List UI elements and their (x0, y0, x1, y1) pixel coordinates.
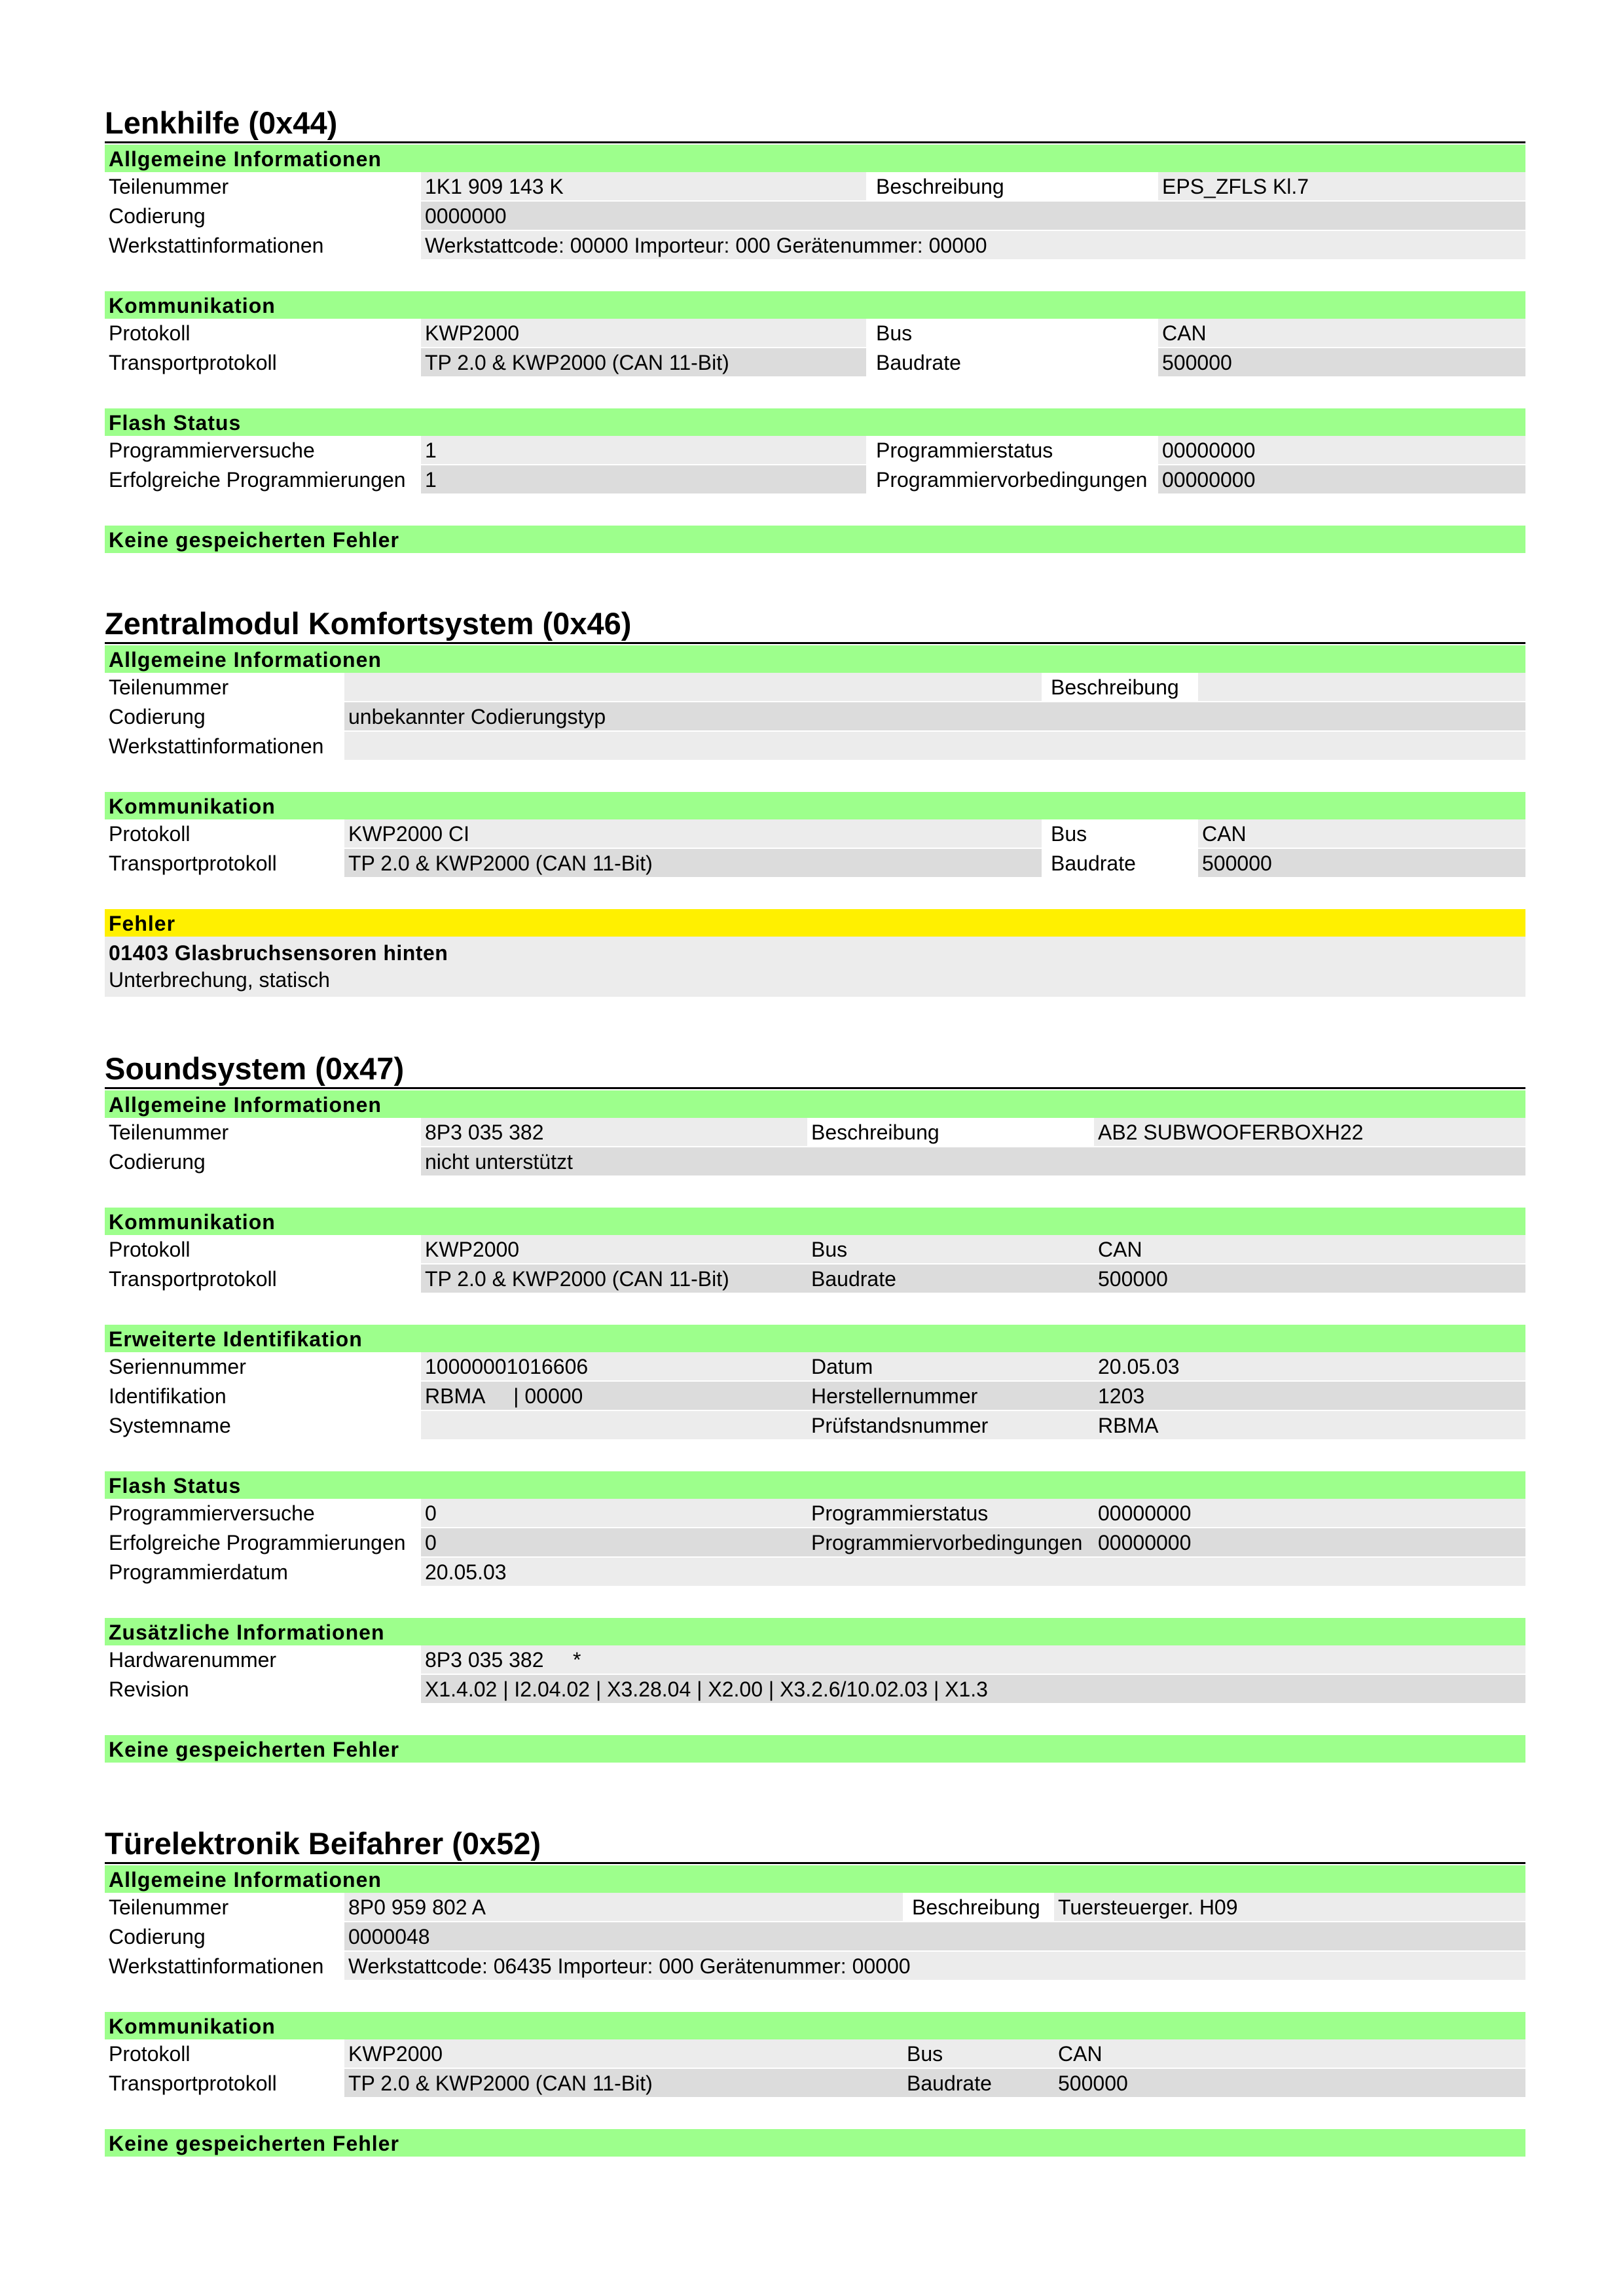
field-label: Bus (807, 1235, 1094, 1263)
module-title: Türelektronik Beifahrer (0x52) (105, 1825, 1525, 1864)
section-flash-status (105, 1471, 1525, 1587)
section-header: Allgemeine Informationen (105, 1865, 1525, 1893)
field-value: 8P0 959 802 A (344, 1893, 903, 1921)
module-title: Zentralmodul Komfortsystem (0x46) (105, 605, 1525, 644)
field-label: Programmierstatus (807, 1499, 1094, 1527)
field-value: 20.05.03 (1094, 1352, 1525, 1380)
module-title: Soundsystem (0x47) (105, 1050, 1525, 1089)
field-value: 1 (421, 436, 866, 464)
error-entry (105, 937, 1525, 997)
field-value: 0000048 (344, 1922, 1525, 1950)
field-label: Herstellernummer (807, 1382, 1094, 1410)
field-value: 500000 (1158, 348, 1525, 376)
field-label: Prüfstandsnummer (807, 1411, 1094, 1439)
table-row (105, 1499, 1525, 1528)
field-value: 1 (421, 465, 866, 493)
table-row (105, 1893, 1525, 1922)
field-value: 500000 (1198, 849, 1525, 877)
table-row (105, 1235, 1525, 1265)
field-value: CAN (1094, 1235, 1525, 1263)
field-value: RBMA | 00000 (421, 1382, 807, 1410)
field-value: Werkstattcode: 06435 Importeur: 000 Gerätenummer: 00000 (344, 1952, 1525, 1980)
table-row (105, 1675, 1525, 1704)
section-erweiterte-identifikation (105, 1325, 1525, 1441)
field-value: CAN (1158, 319, 1525, 347)
section-kommunikation (105, 291, 1525, 378)
field-label: Protokoll (109, 321, 191, 345)
field-label: Codierung (109, 204, 206, 228)
field-label: Seriennummer (109, 1355, 246, 1378)
field-label: Erfolgreiche Programmierungen (109, 468, 406, 492)
field-label: Bus (876, 321, 913, 345)
field-label: Codierung (109, 1150, 206, 1174)
module-title: Lenkhilfe (0x44) (105, 105, 1525, 143)
section-fehler (105, 1735, 1525, 1763)
section-allgemeine-informationen (105, 1090, 1525, 1177)
field-value: 500000 (1094, 1265, 1525, 1293)
field-label: Beschreibung (811, 1121, 939, 1144)
module-soundsystem (105, 1050, 1525, 1763)
field-label: Programmierstatus (876, 439, 1053, 462)
table-row (105, 319, 1525, 348)
field-label: Protokoll (109, 2042, 191, 2066)
field-value: unbekannter Codierungstyp (344, 702, 1525, 730)
table-row (105, 348, 1525, 378)
field-label: Beschreibung (876, 175, 1004, 198)
field-label: Datum (807, 1352, 1094, 1380)
section-fehler (105, 2129, 1525, 2157)
field-value (344, 673, 1042, 701)
table-row (105, 436, 1525, 465)
table-row (105, 1147, 1525, 1177)
table-row (105, 819, 1525, 849)
field-label: Bus (903, 2039, 1054, 2068)
field-label: Erfolgreiche Programmierungen (109, 1531, 406, 1554)
field-label: Werkstattinformationen (109, 234, 324, 257)
field-label: Baudrate (903, 2069, 1054, 2097)
table-row (105, 231, 1525, 260)
field-label: Programmierversuche (109, 439, 315, 462)
field-value: X1.4.02 | I2.04.02 | X3.28.04 | X2.00 | X3.2.6/10.02.03 | X1.3 (421, 1675, 1525, 1703)
table-row (105, 1382, 1525, 1411)
field-value (344, 732, 1525, 760)
section-kommunikation (105, 1208, 1525, 1294)
field-value (421, 1411, 807, 1439)
field-value (1198, 673, 1525, 701)
field-label: Bus (1051, 822, 1087, 846)
section-allgemeine-informationen (105, 145, 1525, 260)
section-header: Flash Status (105, 408, 1525, 436)
section-header: Allgemeine Informationen (105, 145, 1525, 172)
field-value: 20.05.03 (421, 1558, 1525, 1586)
error-code: 01403 Glasbruchsensoren hinten (109, 941, 448, 965)
table-row (105, 1118, 1525, 1147)
field-value: CAN (1054, 2039, 1525, 2068)
field-value: Tuersteuerger. H09 (1054, 1893, 1525, 1921)
field-label: Teilenummer (109, 1121, 229, 1144)
field-value: 00000000 (1094, 1499, 1525, 1527)
section-allgemeine-informationen (105, 1865, 1525, 1981)
field-label: Protokoll (109, 822, 191, 846)
section-header: Kommunikation (105, 1208, 1525, 1235)
table-row (105, 1952, 1525, 1981)
section-header: Keine gespeicherten Fehler (105, 2129, 1525, 2157)
field-label: Programmiervorbedingungen (807, 1528, 1094, 1556)
field-value: 0000000 (421, 202, 1525, 230)
field-value: 0 (421, 1528, 807, 1556)
field-label: Revision (109, 1677, 189, 1701)
field-value: TP 2.0 & KWP2000 (CAN 11-Bit) (344, 849, 1042, 877)
field-value: 00000000 (1094, 1528, 1525, 1556)
section-zusaetzliche-informationen (105, 1618, 1525, 1704)
field-label: Transportprotokoll (109, 351, 277, 374)
field-label: Beschreibung (912, 1895, 1040, 1919)
field-label: Werkstattinformationen (109, 734, 324, 758)
field-value: TP 2.0 & KWP2000 (CAN 11-Bit) (421, 348, 866, 376)
table-row (105, 1528, 1525, 1558)
section-header: Zusätzliche Informationen (105, 1618, 1525, 1645)
field-label: Teilenummer (109, 675, 229, 699)
module-tuerelektronik-beifahrer (105, 1825, 1525, 2157)
table-row (105, 1645, 1525, 1675)
field-value: EPS_ZFLS Kl.7 (1158, 172, 1525, 200)
field-label: Transportprotokoll (109, 852, 277, 875)
section-header: Kommunikation (105, 792, 1525, 819)
section-header: Allgemeine Informationen (105, 1090, 1525, 1118)
field-value: 1203 (1094, 1382, 1525, 1410)
field-value: 500000 (1054, 2069, 1525, 2097)
table-row (105, 1352, 1525, 1382)
section-kommunikation (105, 2012, 1525, 2098)
field-value: KWP2000 (421, 319, 866, 347)
field-label: Teilenummer (109, 175, 229, 198)
field-label: Transportprotokoll (109, 2072, 277, 2095)
field-value: RBMA (1094, 1411, 1525, 1439)
field-label: Baudrate (807, 1265, 1094, 1293)
field-label: Hardwarenummer (109, 1648, 277, 1672)
module-lenkhilfe (105, 105, 1525, 553)
field-label: Programmierversuche (109, 1501, 315, 1525)
field-label: Werkstattinformationen (109, 1954, 324, 1978)
section-header: Keine gespeicherten Fehler (105, 1735, 1525, 1763)
field-value: 00000000 (1158, 436, 1525, 464)
field-label: Programmierdatum (109, 1560, 288, 1584)
field-label: Beschreibung (1051, 675, 1179, 699)
section-header: Kommunikation (105, 2012, 1525, 2039)
field-label: Codierung (109, 1925, 206, 1948)
field-value: nicht unterstützt (421, 1147, 1525, 1175)
field-label: Transportprotokoll (109, 1267, 277, 1291)
field-value: 8P3 035 382 * (421, 1645, 1525, 1674)
table-row (105, 1922, 1525, 1952)
field-label: Baudrate (1051, 852, 1136, 875)
error-description: Unterbrechung, statisch (109, 968, 330, 992)
field-value: 00000000 (1158, 465, 1525, 493)
section-header: Kommunikation (105, 291, 1525, 319)
field-value: KWP2000 (344, 2039, 903, 2068)
table-row (105, 202, 1525, 231)
field-value: TP 2.0 & KWP2000 (CAN 11-Bit) (421, 1265, 807, 1293)
section-kommunikation (105, 792, 1525, 878)
field-value: KWP2000 CI (344, 819, 1042, 848)
table-row (105, 2069, 1525, 2098)
section-header: Keine gespeicherten Fehler (105, 526, 1525, 553)
table-row (105, 1411, 1525, 1441)
field-value: 0 (421, 1499, 807, 1527)
section-header: Flash Status (105, 1471, 1525, 1499)
table-row (105, 702, 1525, 732)
field-label: Systemname (109, 1414, 231, 1437)
table-row (105, 465, 1525, 495)
field-value: 1K1 909 143 K (421, 172, 866, 200)
module-zentralmodul-komfortsystem (105, 605, 1525, 997)
field-label: Teilenummer (109, 1895, 229, 1919)
error-header: Fehler (105, 909, 1525, 937)
field-label: Identifikation (109, 1384, 227, 1408)
table-row (105, 2039, 1525, 2069)
table-row (105, 1558, 1525, 1587)
field-label: Protokoll (109, 1238, 191, 1261)
field-value: TP 2.0 & KWP2000 (CAN 11-Bit) (344, 2069, 903, 2097)
field-label: Programmiervorbedingungen (876, 468, 1148, 492)
section-fehler (105, 526, 1525, 553)
field-value: AB2 SUBWOOFERBOXH22 (1094, 1118, 1525, 1146)
section-allgemeine-informationen (105, 645, 1525, 761)
field-label: Codierung (109, 705, 206, 728)
field-value: Werkstattcode: 00000 Importeur: 000 Gerätenummer: 00000 (421, 231, 1525, 259)
section-header: Erweiterte Identifikation (105, 1325, 1525, 1352)
table-row (105, 732, 1525, 761)
table-row (105, 673, 1525, 702)
section-flash-status (105, 408, 1525, 495)
section-fehler (105, 909, 1525, 997)
table-row (105, 849, 1525, 878)
table-row (105, 1265, 1525, 1294)
field-value: KWP2000 (421, 1235, 807, 1263)
field-value: 8P3 035 382 (421, 1118, 807, 1146)
field-value: 10000001016606 (421, 1352, 807, 1380)
field-label: Baudrate (876, 351, 961, 374)
table-row (105, 172, 1525, 202)
section-header: Allgemeine Informationen (105, 645, 1525, 673)
field-value: CAN (1198, 819, 1525, 848)
